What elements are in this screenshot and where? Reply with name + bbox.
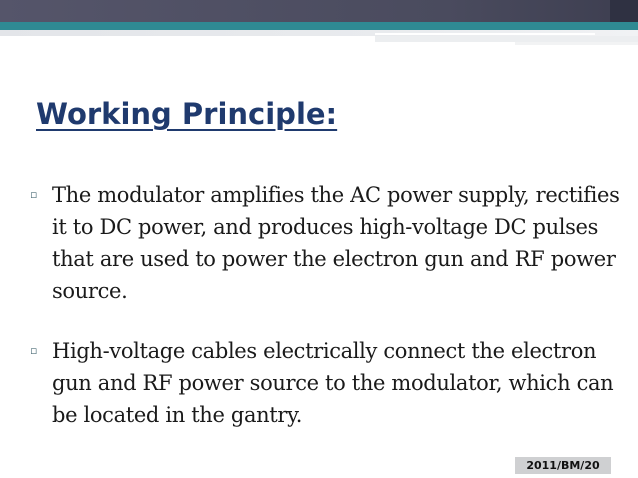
bullet-text: The modulator amplifies the AC power supply, rectifies it to DC power, and produces high-voltage DC pulses that are used to power the electron gun and RF power source. — [52, 183, 620, 303]
header-white-line — [375, 33, 595, 35]
bullet-item — [30, 335, 626, 431]
header-dark-band — [0, 0, 638, 22]
footer-tag: 2011/BM/20 — [515, 457, 611, 474]
header-teal-band — [0, 22, 638, 30]
slide-title: Working Principle: — [36, 97, 338, 131]
bullet-list — [30, 179, 626, 459]
bullet-item — [30, 179, 626, 307]
bullet-square-icon: ▫ — [30, 344, 38, 357]
header-dark-band-end — [610, 0, 638, 22]
bullet-text: High-voltage cables electrically connect the electron gun and RF power source to the modulator, which can be located in the gantry. — [52, 339, 614, 427]
header-light-band-small — [515, 42, 638, 45]
bullet-square-icon: ▫ — [30, 188, 38, 201]
